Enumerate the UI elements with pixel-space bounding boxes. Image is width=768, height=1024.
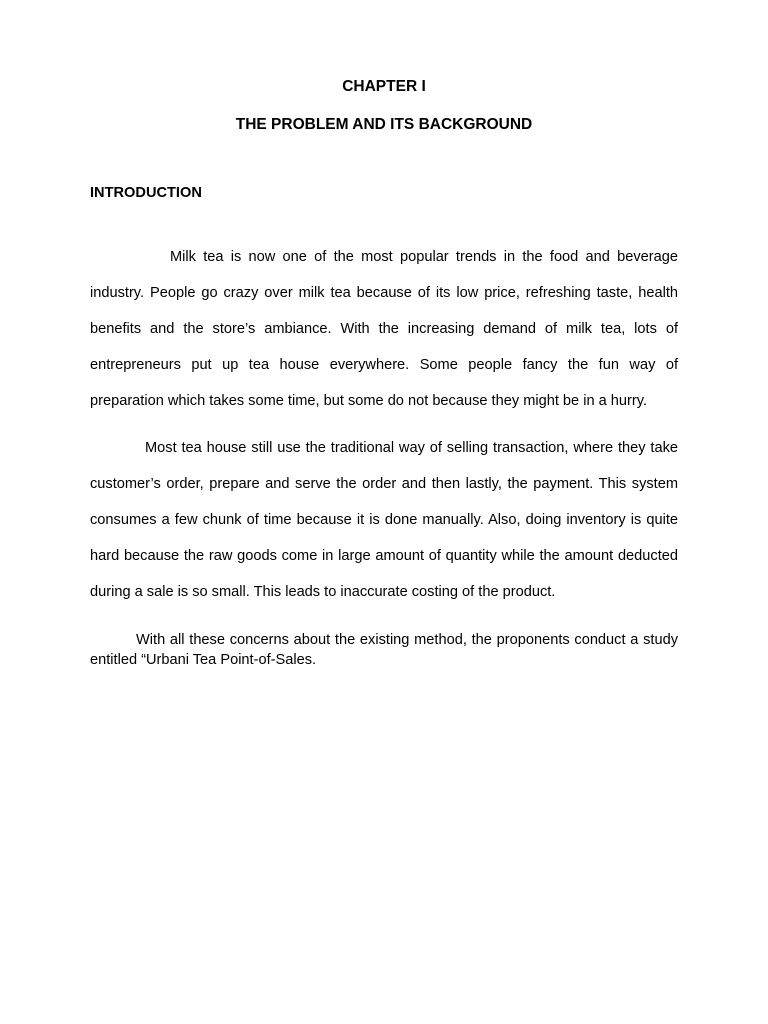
paragraph-2: Most tea house still use the traditional way of selling transaction, where they take customer’s order, prepare and serve the order and then lastly, the payment. This system consumes a few chunk of time because it is done manually. Also, doing inventory is quite hard because the raw goods come in large amount of quantity while the amount deducted during a sale is so small. This leads to inaccurate costing of the product. xyxy=(90,440,678,600)
chapter-label: CHAPTER I xyxy=(342,78,426,95)
chapter-title: THE PROBLEM AND ITS BACKGROUND xyxy=(235,116,533,133)
section-heading-introduction: INTRODUCTION xyxy=(90,185,202,201)
paragraph-1: Milk tea is now one of the most popular trends in the food and beverage industry. People go crazy over milk tea because of its low price, refreshing taste, health benefits and the store’s ambiance. With the increasing demand of milk tea, lots of entrepreneurs put up tea house everywhere. Some people fancy the fun way of preparation which takes some time, but some do not because they might be in a hurry. xyxy=(90,249,678,409)
paragraph-3: With all these concerns about the existing method, the proponents conduct a study entitled “Urbani Tea Point-of-Sales. xyxy=(90,632,678,668)
